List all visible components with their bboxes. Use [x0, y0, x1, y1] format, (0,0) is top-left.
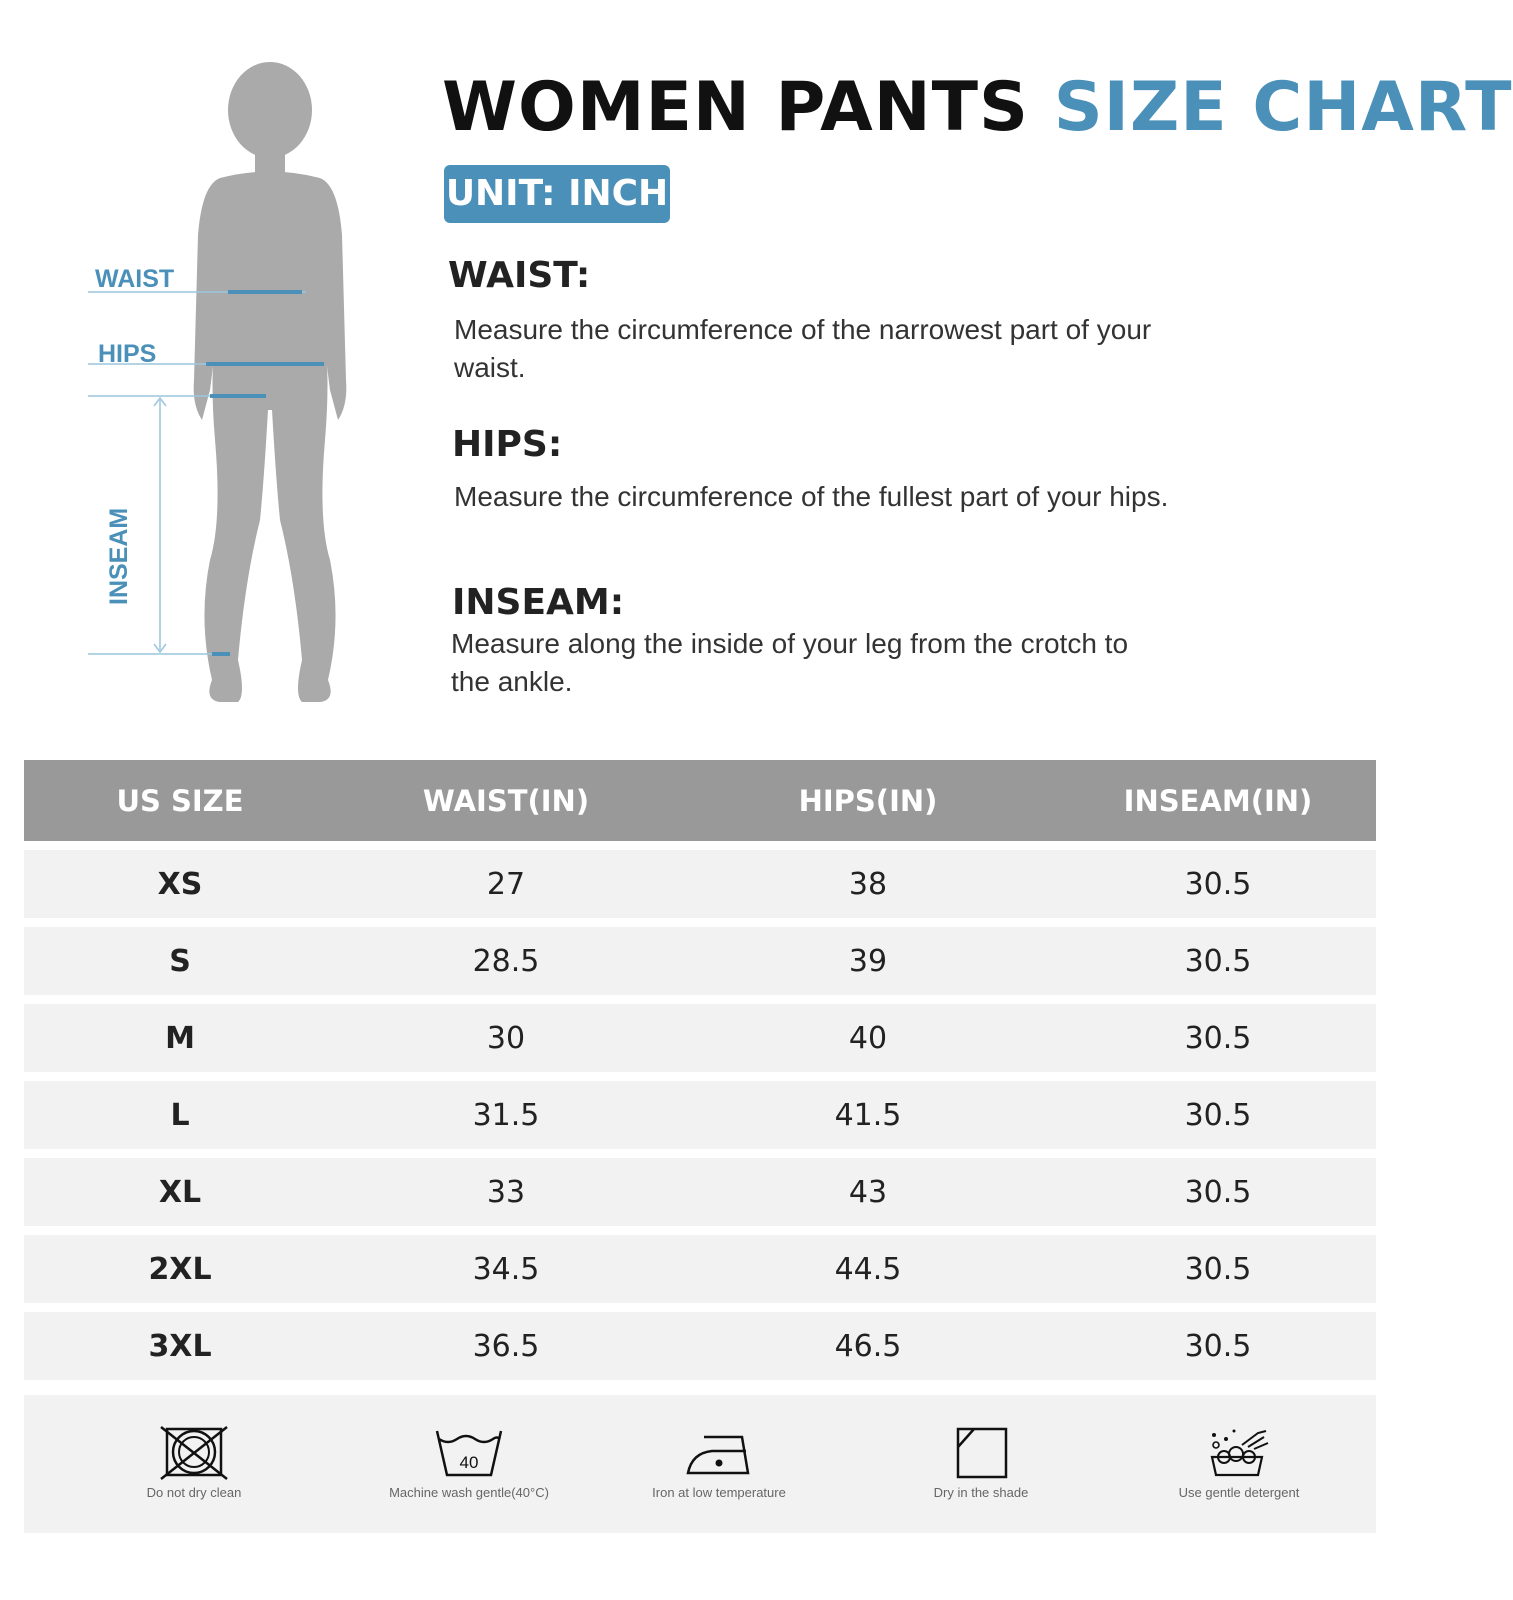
care-instructions	[24, 1395, 1376, 1533]
header-waist: WAIST(IN)	[422, 783, 590, 818]
cell-inseam: 30.5	[1184, 1020, 1252, 1056]
figure-waist-label: WAIST	[95, 265, 175, 293]
cell-size: 2XL	[148, 1251, 212, 1287]
cell-size: 3XL	[148, 1328, 212, 1364]
header-inseam: INSEAM(IN)	[1123, 783, 1313, 818]
care-label: Do not dry clean	[146, 1485, 242, 1500]
cell-size: M	[165, 1020, 195, 1056]
cell-hips: 40	[848, 1020, 888, 1056]
care-item-iron	[604, 1427, 834, 1500]
header-hips: HIPS(IN)	[798, 783, 938, 818]
waist-heading: WAIST:	[448, 255, 591, 296]
dry-shade-icon	[946, 1427, 1016, 1479]
care-item-no-dry-clean	[79, 1427, 309, 1500]
cell-hips: 46.5	[834, 1328, 902, 1364]
cell-size: XL	[158, 1174, 202, 1210]
cell-size: S	[169, 943, 191, 979]
care-item-machine-wash	[354, 1427, 584, 1500]
care-label: Iron at low temperature	[652, 1485, 786, 1500]
machine-wash-40-icon	[433, 1427, 505, 1479]
cell-waist: 31.5	[472, 1097, 540, 1133]
cell-inseam: 30.5	[1184, 866, 1252, 902]
wash-temp: 40	[459, 1453, 479, 1472]
care-item-detergent	[1124, 1427, 1354, 1500]
header-us-size: US SIZE	[116, 783, 244, 818]
table-row	[24, 927, 1376, 995]
care-item-dry-shade	[866, 1427, 1096, 1500]
gentle-detergent-icon	[1204, 1427, 1274, 1479]
page-title	[442, 68, 1513, 147]
table-row	[24, 1235, 1376, 1303]
cell-inseam: 30.5	[1184, 1097, 1252, 1133]
cell-hips: 38	[848, 866, 888, 902]
figure-hips-label: HIPS	[98, 340, 157, 368]
cell-inseam: 30.5	[1184, 1251, 1252, 1287]
no-dry-clean-icon	[159, 1427, 229, 1479]
woman-silhouette-icon	[80, 60, 380, 720]
cell-waist: 28.5	[472, 943, 540, 979]
cell-waist: 30	[486, 1020, 526, 1056]
care-label: Dry in the shade	[933, 1485, 1029, 1500]
cell-waist: 34.5	[472, 1251, 540, 1287]
care-label: Use gentle detergent	[1178, 1485, 1300, 1500]
hips-heading: HIPS:	[452, 424, 563, 465]
title-main: WOMEN PANTS	[442, 68, 1030, 147]
title-accent: SIZE CHART	[1053, 68, 1513, 147]
cell-waist: 36.5	[472, 1328, 540, 1364]
cell-inseam: 30.5	[1184, 943, 1252, 979]
table-row	[24, 1081, 1376, 1149]
table-header	[24, 760, 1376, 841]
unit-badge: UNIT: INCH	[444, 165, 670, 223]
table-row	[24, 1158, 1376, 1226]
size-table	[24, 760, 1376, 1380]
care-label: Machine wash gentle(40°C)	[389, 1485, 549, 1500]
cell-hips: 39	[848, 943, 888, 979]
hips-description: Measure the circumference of the fullest part of your hips.	[454, 481, 1169, 512]
cell-waist: 33	[486, 1174, 526, 1210]
table-row	[24, 850, 1376, 918]
cell-hips: 44.5	[834, 1251, 902, 1287]
cell-size: XS	[157, 866, 203, 902]
cell-hips: 41.5	[834, 1097, 902, 1133]
body-figure	[80, 60, 380, 720]
iron-low-icon	[684, 1427, 754, 1479]
cell-hips: 43	[848, 1174, 888, 1210]
inseam-heading: INSEAM:	[452, 582, 625, 623]
cell-waist: 27	[486, 866, 526, 902]
waist-description: Measure the circumference of the narrowest part of your waist.	[454, 314, 1152, 383]
figure-inseam-label: INSEAM	[105, 507, 133, 605]
table-row	[24, 1312, 1376, 1380]
cell-size: L	[170, 1097, 190, 1133]
table-row	[24, 1004, 1376, 1072]
inseam-description: Measure along the inside of your leg from the crotch to the ankle.	[451, 628, 1129, 697]
cell-inseam: 30.5	[1184, 1328, 1252, 1364]
cell-inseam: 30.5	[1184, 1174, 1252, 1210]
